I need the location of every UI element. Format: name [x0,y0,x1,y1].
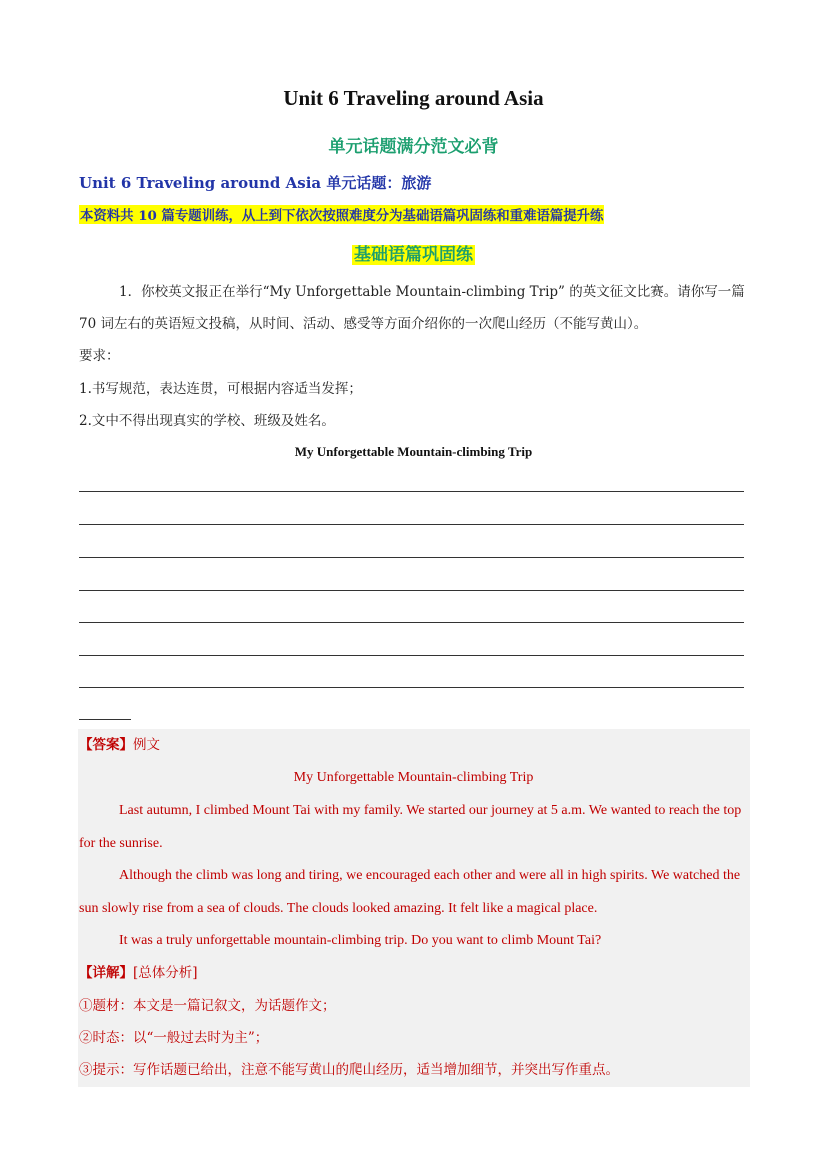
requirement-1: 1.书写规范，表达连贯，可根据内容适当发挥； [79,381,362,397]
answer-heading [79,729,160,761]
essay-title: My Unforgettable Mountain-climbing Trip [294,444,533,459]
answer-label-suffix: 例文 [133,737,160,753]
question-number: 1． [119,284,142,300]
answer-essay-title: My Unforgettable Mountain-climbing Trip [293,770,534,785]
topic-heading: Unit 6 Traveling around Asia 单元话题：旅游 [79,174,432,192]
writing-line [79,687,744,688]
unit-title: Unit 6 Traveling around Asia [283,86,544,110]
requirement-2: 2.文中不得出现真实的学校、班级及姓名。 [79,413,335,429]
unit-subtitle: 单元话题满分范文必背 [328,137,499,157]
writing-line-short [79,719,131,720]
analysis-point-3: ③提示：写作话题已给出，注意不能写黄山的爬山经历，适当增加细节，并突出写作重点。 [79,1062,619,1078]
writing-line [79,557,744,558]
essay-paragraph: Last autumn, I climbed Mount Tai with my family. We started our journey at 5 a.m. We wanted to reach the top for the sunrise. [79,803,742,851]
writing-line [79,590,744,591]
answer-label: 【答案】 [79,737,133,753]
requirement-label: 要求： [79,348,120,364]
question-text [79,276,745,340]
essay-paragraph: It was a truly unforgettable mountain-climbing trip. Do you want to climb Mount Tai? [119,933,602,948]
writing-line [79,491,744,492]
writing-line [79,622,744,623]
writing-line [79,655,744,656]
detail-heading [79,957,198,989]
detail-label: 【详解】 [79,965,133,981]
section-heading [0,240,827,265]
section-title: 基础语篇巩固练 [354,245,473,265]
analysis-point-1: ①题材：本文是一篇记叙文，为话题作文； [79,998,336,1014]
essay-paragraph: Although the climb was long and tiring, we encouraged each other and were all in high spirits. We watched the sun slowly rise from a sea of clouds. The clouds looked amazing. It felt like a magical place. [79,868,741,916]
analysis-point-2: ②时态：以“一般过去时为主”； [79,1030,269,1046]
intro-highlight: 本资料共 10 篇专题训练，从上到下依次按照难度分为基础语篇巩固练和重难语篇提升练 [79,205,604,224]
question-body: 你校英文报正在举行“My Unforgettable Mountain-climbing Trip” 的英文征文比赛。请你写一篇 70 词左右的英语短文投稿，从时间、活动、感受等方面介绍你的一次爬山经历（不能写黄山）。 [79,284,745,332]
detail-label-suffix: [总体分析] [133,965,198,981]
writing-line [79,524,744,525]
